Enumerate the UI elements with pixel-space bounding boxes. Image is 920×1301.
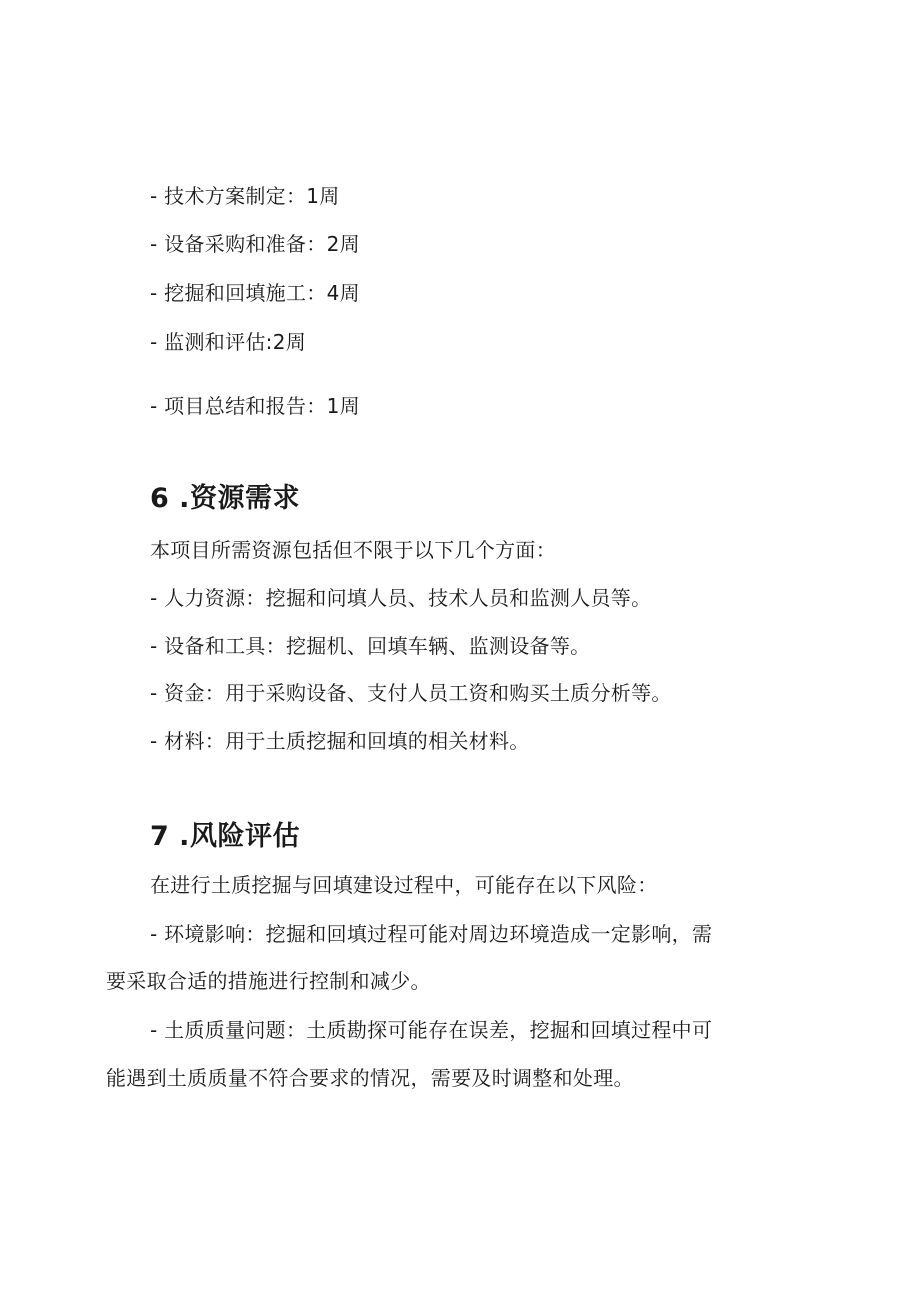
list-item: - 材料：用于土质挖掘和回填的相关材料。: [150, 729, 530, 753]
risk-item-line: - 土质质量问题：土质勘探可能存在误差，挖掘和回填过程中可: [150, 1018, 713, 1042]
schedule-item: - 技术方案制定：1周: [150, 184, 340, 208]
risk-item-line: 要采取合适的措施进行控制和减少。: [106, 969, 431, 993]
risk-item-line: 能遇到土质质量不符合要求的情况，需要及时调整和处理。: [106, 1066, 634, 1090]
schedule-item: - 监测和评估:2周: [150, 330, 307, 354]
schedule-item: - 项目总结和报告：1周: [150, 394, 360, 418]
list-item: - 资金：用于采购设备、支付人员工资和购买土质分析等。: [150, 681, 672, 705]
list-item: - 设备和工具：挖掘机、回填车辆、监测设备等。: [150, 634, 591, 658]
paragraph: 本项目所需资源包括但不限于以下几个方面：: [150, 538, 556, 562]
schedule-item: - 设备采购和准备：2周: [150, 232, 360, 256]
risk-item-line: - 环境影响：挖掘和回填过程可能对周边环境造成一定影响，需: [150, 922, 713, 946]
section-heading: 7 .风险评估: [150, 821, 300, 852]
section-heading: 6 .资源需求: [150, 483, 300, 514]
list-item: - 人力资源：挖掘和问填人员、技术人员和监测人员等。: [150, 586, 652, 610]
schedule-item: - 挖掘和回填施工：4周: [150, 281, 360, 305]
paragraph: 在进行土质挖掘与回填建设过程中，可能存在以下风险：: [150, 873, 658, 897]
